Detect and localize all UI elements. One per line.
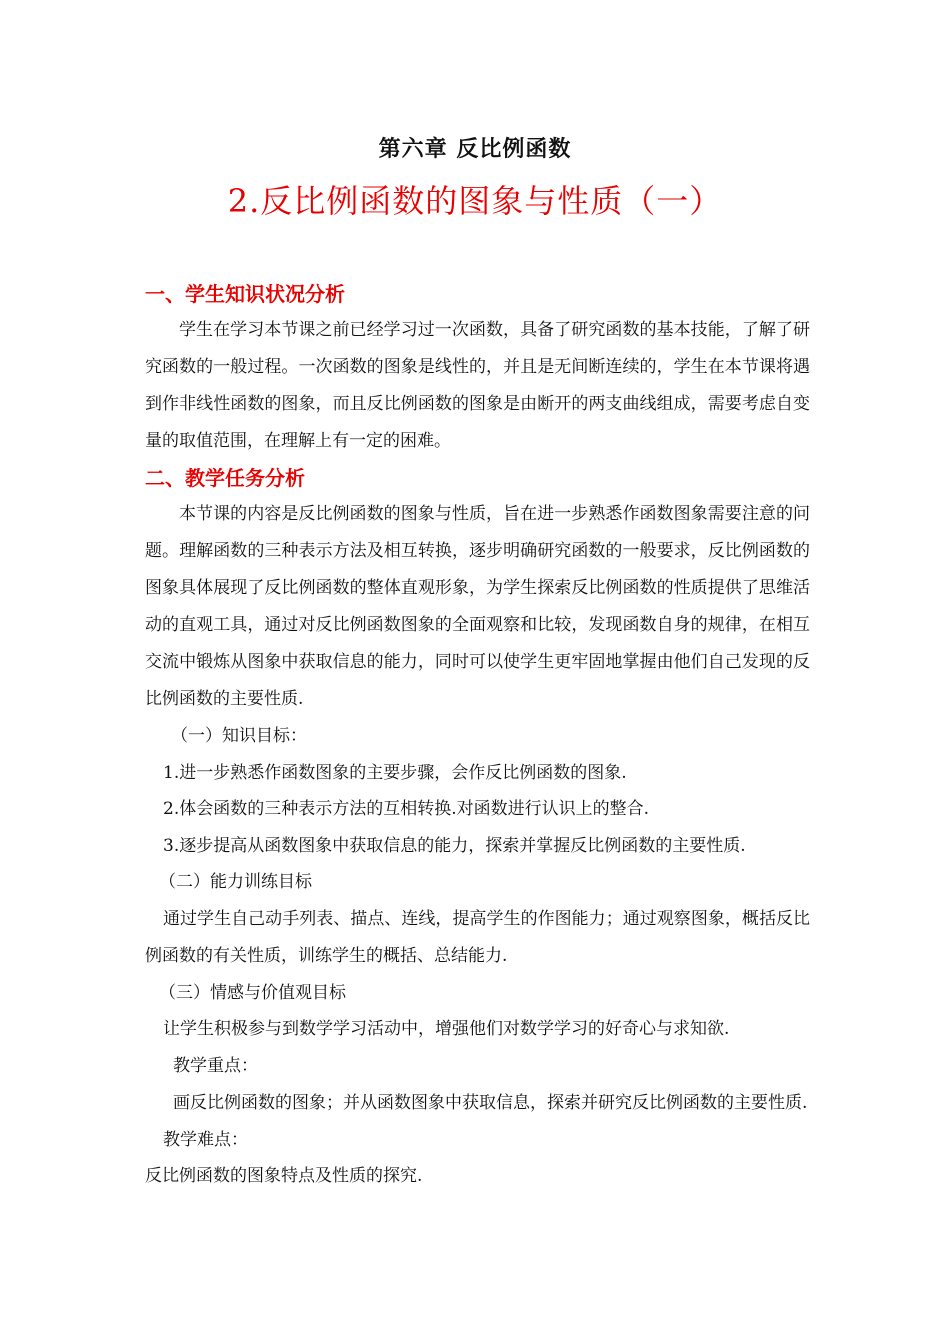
key-point-paragraph: 画反比例函数的图象；并从函数图象中获取信息，探索并研究反比例函数的主要性质.: [173, 1092, 808, 1113]
document-body: [145, 276, 810, 1195]
chapter-title: 第六章 反比例函数: [378, 136, 572, 162]
lesson-title: 2.反比例函数的图象与性质（一）: [227, 182, 723, 220]
ability-goal-heading: （二）能力训练目标: [159, 872, 312, 892]
difficult-point-paragraph: 反比例函数的图象特点及性质的探究.: [145, 1166, 423, 1186]
key-point-heading: 教学重点：: [173, 1056, 258, 1076]
section-heading-task-analysis: 二、教学任务分析: [145, 466, 305, 490]
ability-goal-paragraph: 通过学生自己动手列表、描点、连线，提高学生的作图能力；通过观察图象，概括反比例函数的有关性质，训练学生的概括、总结能力.: [145, 908, 810, 966]
knowledge-goal-item-2: 2.体会函数的三种表示方法的互相转换.对函数进行认识上的整合.: [163, 799, 650, 819]
section-heading-student-analysis: 一、学生知识状况分析: [145, 282, 345, 306]
task-analysis-paragraph: 本节课的内容是反比例函数的图象与性质，旨在进一步熟悉作函数图象需要注意的问题。理解函数的三种表示方法及相互转换，逐步明确研究函数的一般要求，反比例函数的图象具体展现了反比例函数的整体直观形象，为学生探索反比例函数的性质提供了思维活动的直观工具，通过对反比例函数图象的全面观察和比较，发现函数自身的规律，在相互交流中锻炼从图象中获取信息的能力，同时可以使学生更牢固地掌握由他们自己发现的反比例函数的主要性质.: [145, 504, 810, 709]
knowledge-goal-item-1: 1.进一步熟悉作函数图象的主要步骤，会作反比例函数的图象.: [163, 762, 627, 783]
knowledge-goal-item-3: 3.逐步提高从函数图象中获取信息的能力，探索并掌握反比例函数的主要性质.: [163, 835, 746, 856]
emotion-goal-heading: （三）情感与价值观目标: [159, 982, 346, 1003]
difficult-point-heading: 教学难点：: [163, 1129, 248, 1150]
student-analysis-paragraph: 学生在学习本节课之前已经学习过一次函数，具备了研究函数的基本技能，了解了研究函数的一般过程。一次函数的图象是线性的，并且是无间断连续的，学生在本节课将遇到作非线性函数的图象，而且反比例函数的图象是由断开的两支曲线组成，需要考虑自变量的取值范围，在理解上有一定的困难。: [145, 320, 810, 451]
emotion-goal-paragraph: 让学生积极参与到数学学习活动中，增强他们对数学学习的好奇心与求知欲.: [163, 1019, 730, 1039]
knowledge-goal-heading: （一）知识目标：: [171, 726, 307, 746]
